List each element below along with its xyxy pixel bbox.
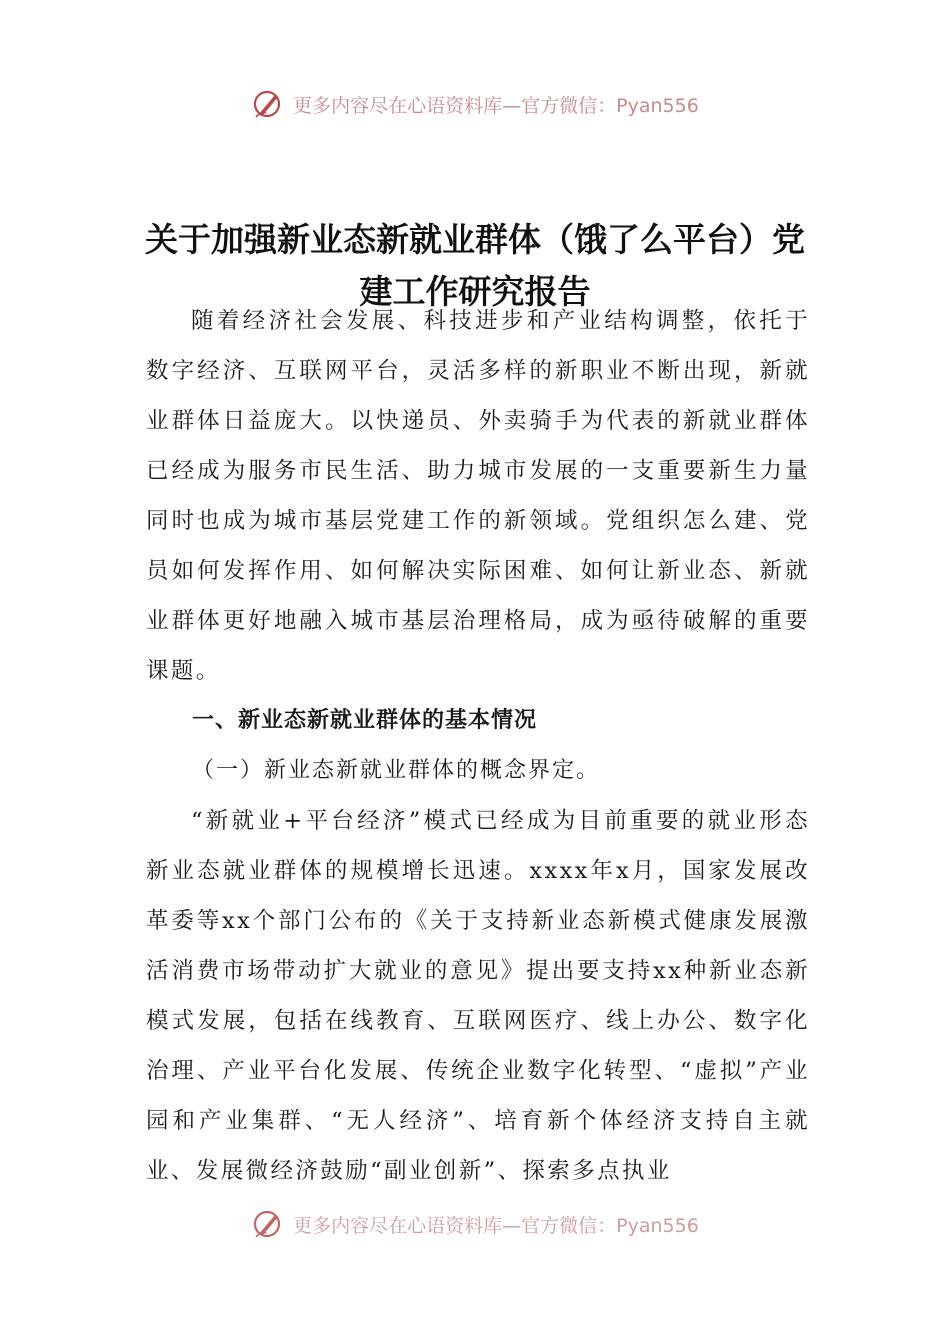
document-title: 关于加强新业态新就业群体（饿了么平台）党建工作研究报告 [145,220,805,312]
pen-logo-icon [251,1207,285,1241]
watermark-text: 更多内容尽在心语资料库—官方微信：Pyan556 [293,1214,699,1237]
subsection-heading: （一）新业态新就业群体的概念界定。 [192,758,601,783]
section-heading: 一、新业态新就业群体的基本情况 [192,708,538,733]
intro-paragraph: 随着经济社会发展、科技进步和产业结构调整，依托于数字经济、互联网平台，灵活多样的新职业不断出现，新就业群体日益庞大。以快递员、外卖骑手为代表的新就业群体已经成为服务市民生活、助力城市发展的一支重要新生力量同时也成为城市基层党建工作的新领域。党组织怎么建、党员如何发挥作用、如何解决实际困难、如何让新业态、新就业群体更好地融入城市基层治理格局，成为亟待破解的重要课题。 [146,308,810,684]
watermark-footer [0,1204,950,1244]
watermark-text: 更多内容尽在心语资料库—官方微信：Pyan556 [293,94,699,117]
document-body [146,296,810,1196]
body-paragraph: “新就业+平台经济”模式已经成为目前重要的就业形态新业态就业群体的规模增长迅速。xxxx年x月，国家发展改革委等xx个部门公布的《关于支持新业态新模式健康发展激活消费市场带动扩大就业的意见》提出要支持xx种新业态新模式发展，包括在线教育、互联网医疗、线上办公、数字化治理、产业平台化发展、传统企业数字化转型、“虚拟”产业园和产业集群、“无人经济”、培育新个体经济支持自主就业、发展微经济鼓励“副业创新”、探索多点执业 [146,808,810,1184]
watermark-header [0,84,950,124]
pen-logo-icon [251,87,285,121]
